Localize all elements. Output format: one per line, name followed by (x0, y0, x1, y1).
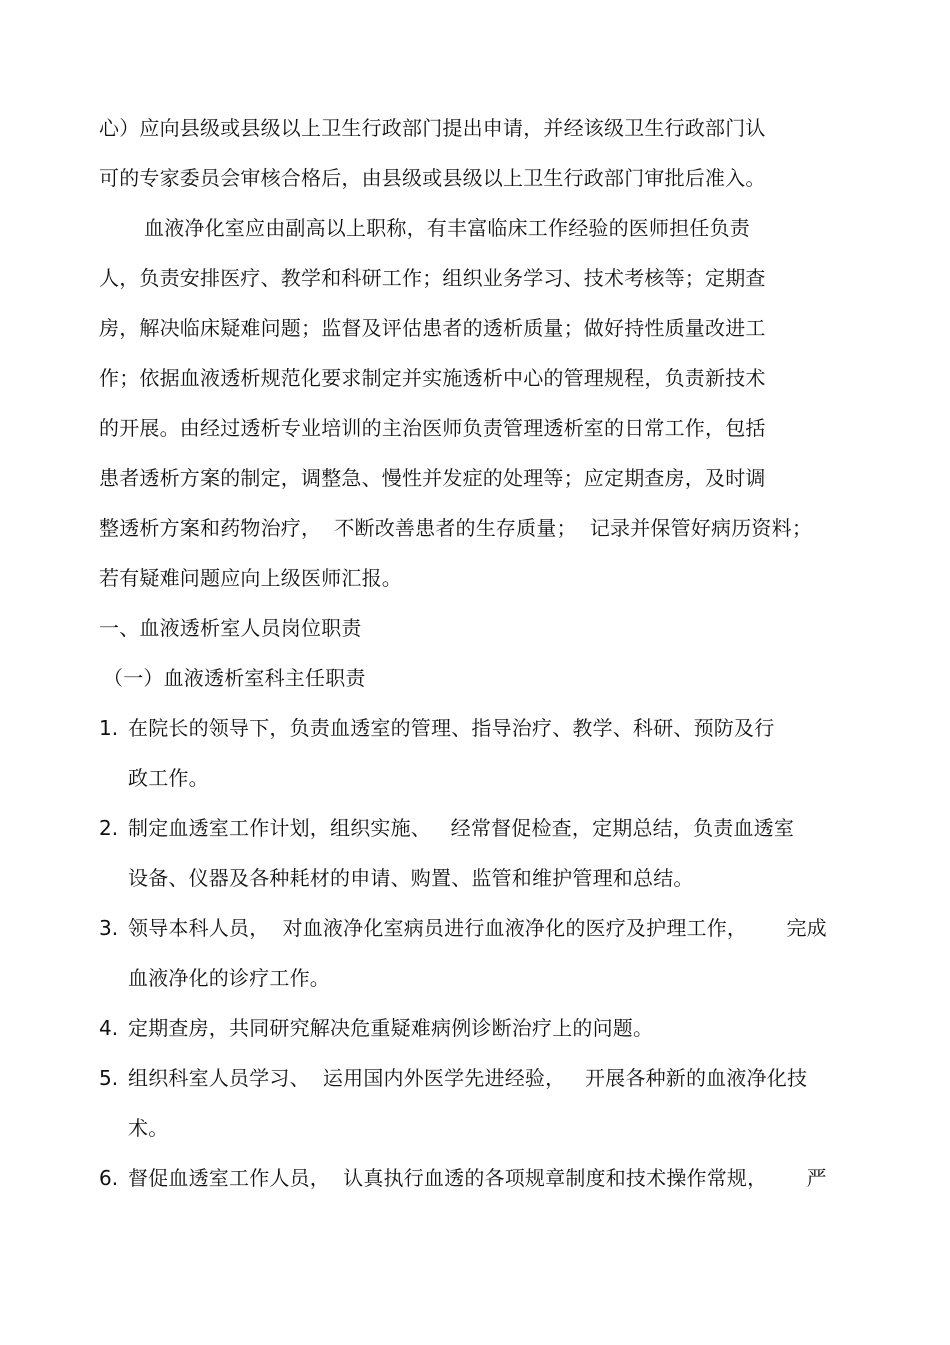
paragraph-line: 整透析方案和药物治疗， 不断改善患者的生存质量； 记录并保管好病历资料； (99, 516, 813, 540)
section-heading: 一、血液透析室人员岗位职责 (99, 616, 362, 640)
subsection-heading: （一）血液透析室科主任职责 (103, 666, 366, 690)
list-item-text: 定期查房，共同研究解决危重疑难病例诊断治疗上的问题。 (128, 1016, 654, 1040)
paragraph-line: 可的专家委员会审核合格后，由县级或县级以上卫生行政部门审批后准入。 (99, 166, 766, 190)
paragraph-line: 心）应向县级或县级以上卫生行政部门提出申请，并经该级卫生行政部门认 (99, 116, 766, 140)
list-item-text: 术。 (128, 1116, 169, 1140)
list-item-text: 设备、仪器及各种耗材的申请、购置、监管和维护管理和总结。 (128, 866, 694, 890)
paragraph-line: 的开展。由经过透析专业培训的主治医师负责管理透析室的日常工作，包括 (99, 416, 766, 440)
list-item-text: 组织科室人员学习、 运用国内外医学先进经验， 开展各种新的血液净化技 (128, 1066, 808, 1090)
list-item-text: 制定血透室工作计划，组织实施、 经常督促检查，定期总结，负责血透室 (128, 816, 795, 840)
list-item-number: 1. (99, 716, 119, 740)
list-item-number: 5. (99, 1066, 119, 1090)
paragraph-line: 人，负责安排医疗、教学和科研工作；组织业务学习、技术考核等；定期查 (99, 266, 766, 290)
list-item-number: 4. (99, 1016, 119, 1040)
list-item-text: 督促血透室工作人员， 认真执行血透的各项规章制度和技术操作常规， 严 (128, 1166, 827, 1190)
list-item-text: 在院长的领导下，负责血透室的管理、指导治疗、教学、科研、预防及行 (128, 716, 775, 740)
list-item-number: 6. (99, 1166, 119, 1190)
paragraph-line: 房，解决临床疑难问题；监督及评估患者的透析质量；做好持性质量改进工 (99, 316, 766, 340)
paragraph-line: 作；依据血液透析规范化要求制定并实施透析中心的管理规程，负责新技术 (99, 366, 766, 390)
list-item-text: 政工作。 (128, 766, 209, 790)
list-item-number: 2. (99, 816, 119, 840)
paragraph-line: 患者透析方案的制定，调整急、慢性并发症的处理等；应定期查房，及时调 (99, 466, 766, 490)
list-item-text: 血液净化的诊疗工作。 (128, 966, 330, 990)
list-item-number: 3. (99, 916, 119, 940)
list-item-text: 领导本科人员， 对血液净化室病员进行血液净化的医疗及护理工作， 完成 (128, 916, 827, 940)
paragraph-line: 若有疑难问题应向上级医师汇报。 (99, 566, 402, 590)
paragraph-line: 血液净化室应由副高以上职称，有丰富临床工作经验的医师担任负责 (144, 216, 750, 240)
